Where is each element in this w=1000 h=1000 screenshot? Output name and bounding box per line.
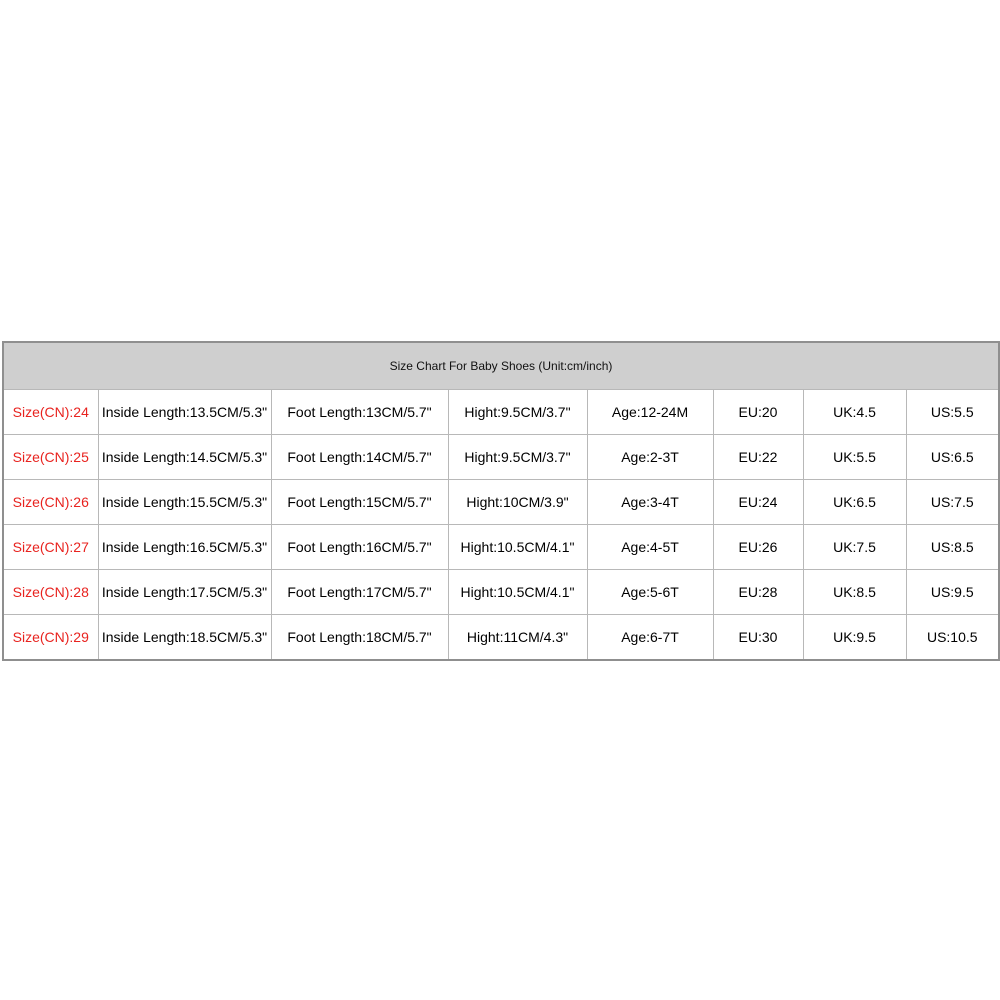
table-row xyxy=(3,480,999,525)
title-row xyxy=(3,342,999,390)
uk-size-cell: UK:7.5 xyxy=(803,525,906,570)
inside-length-cell: Inside Length:13.5CM/5.3" xyxy=(98,390,271,435)
table-row xyxy=(3,435,999,480)
foot-length-cell: Foot Length:18CM/5.7" xyxy=(271,615,448,661)
foot-length-cell: Foot Length:17CM/5.7" xyxy=(271,570,448,615)
us-size-cell: US:9.5 xyxy=(906,570,999,615)
uk-size-cell: UK:9.5 xyxy=(803,615,906,661)
foot-length-cell: Foot Length:13CM/5.7" xyxy=(271,390,448,435)
size-cn-cell: Size(CN):26 xyxy=(3,480,98,525)
eu-size-cell: EU:24 xyxy=(713,480,803,525)
us-size-cell: US:10.5 xyxy=(906,615,999,661)
us-size-cell: US:6.5 xyxy=(906,435,999,480)
foot-length-cell: Foot Length:16CM/5.7" xyxy=(271,525,448,570)
hight-cell: Hight:11CM/4.3" xyxy=(448,615,587,661)
age-cell: Age:12-24M xyxy=(587,390,713,435)
uk-size-cell: UK:6.5 xyxy=(803,480,906,525)
us-size-cell: US:7.5 xyxy=(906,480,999,525)
table-row xyxy=(3,525,999,570)
size-chart-table xyxy=(2,341,1000,661)
eu-size-cell: EU:30 xyxy=(713,615,803,661)
hight-cell: Hight:10.5CM/4.1" xyxy=(448,570,587,615)
age-cell: Age:4-5T xyxy=(587,525,713,570)
table-title: Size Chart For Baby Shoes (Unit:cm/inch) xyxy=(3,342,999,390)
us-size-cell: US:8.5 xyxy=(906,525,999,570)
size-cn-cell: Size(CN):24 xyxy=(3,390,98,435)
eu-size-cell: EU:26 xyxy=(713,525,803,570)
age-cell: Age:5-6T xyxy=(587,570,713,615)
size-cn-cell: Size(CN):25 xyxy=(3,435,98,480)
hight-cell: Hight:10CM/3.9" xyxy=(448,480,587,525)
hight-cell: Hight:9.5CM/3.7" xyxy=(448,390,587,435)
age-cell: Age:2-3T xyxy=(587,435,713,480)
inside-length-cell: Inside Length:17.5CM/5.3" xyxy=(98,570,271,615)
eu-size-cell: EU:22 xyxy=(713,435,803,480)
foot-length-cell: Foot Length:15CM/5.7" xyxy=(271,480,448,525)
uk-size-cell: UK:4.5 xyxy=(803,390,906,435)
inside-length-cell: Inside Length:15.5CM/5.3" xyxy=(98,480,271,525)
size-cn-cell: Size(CN):27 xyxy=(3,525,98,570)
us-size-cell: US:5.5 xyxy=(906,390,999,435)
inside-length-cell: Inside Length:14.5CM/5.3" xyxy=(98,435,271,480)
uk-size-cell: UK:5.5 xyxy=(803,435,906,480)
hight-cell: Hight:10.5CM/4.1" xyxy=(448,525,587,570)
hight-cell: Hight:9.5CM/3.7" xyxy=(448,435,587,480)
inside-length-cell: Inside Length:18.5CM/5.3" xyxy=(98,615,271,661)
size-cn-cell: Size(CN):29 xyxy=(3,615,98,661)
inside-length-cell: Inside Length:16.5CM/5.3" xyxy=(98,525,271,570)
eu-size-cell: EU:28 xyxy=(713,570,803,615)
table-row xyxy=(3,390,999,435)
size-cn-cell: Size(CN):28 xyxy=(3,570,98,615)
foot-length-cell: Foot Length:14CM/5.7" xyxy=(271,435,448,480)
table-row xyxy=(3,570,999,615)
uk-size-cell: UK:8.5 xyxy=(803,570,906,615)
age-cell: Age:3-4T xyxy=(587,480,713,525)
eu-size-cell: EU:20 xyxy=(713,390,803,435)
age-cell: Age:6-7T xyxy=(587,615,713,661)
table-row xyxy=(3,615,999,661)
